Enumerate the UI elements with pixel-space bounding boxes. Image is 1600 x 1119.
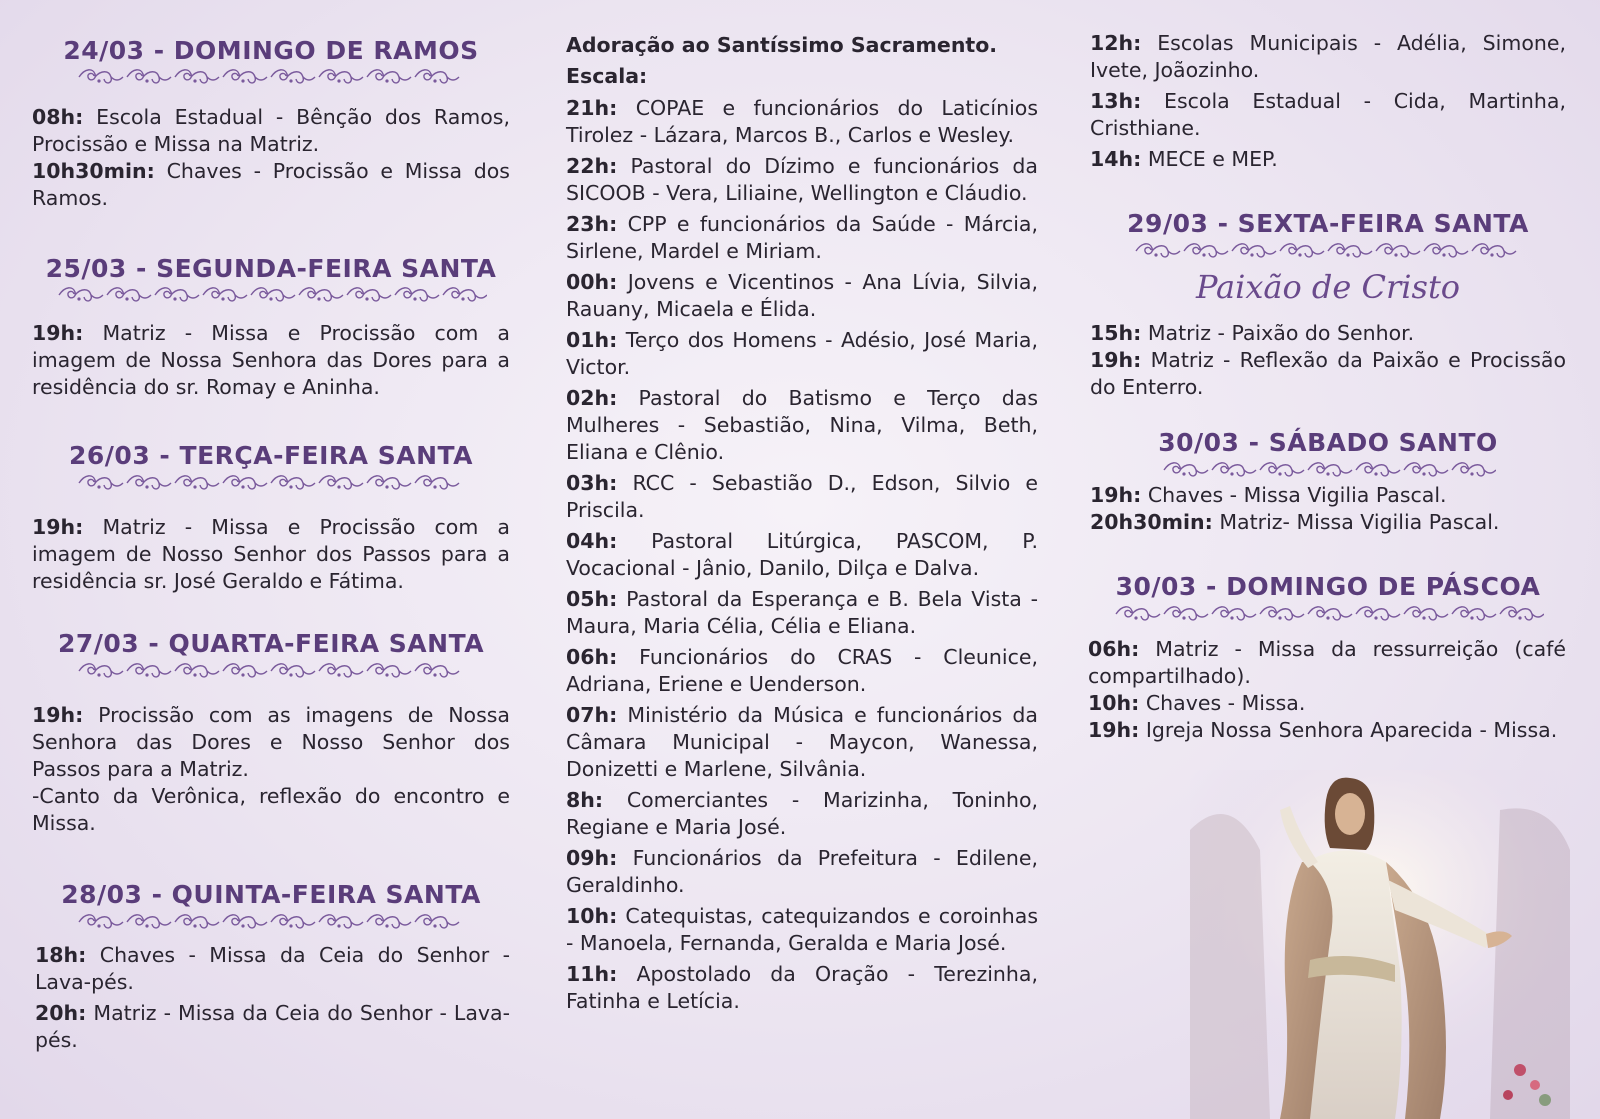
schedule-block: [32, 320, 510, 401]
schedule-item: 19h: Matriz - Reflexão da Paixão e Procissão do Enterro.: [1090, 348, 1566, 399]
schedule-item: 06h: Matriz - Missa da ressurreição (café compartilhado).: [1088, 637, 1566, 688]
schedule-item: 07h: Ministério da Música e funcionários da Câmara Municipal - Maycon, Wanessa, Donizetti e Marlene, Silvânia.: [566, 703, 1038, 781]
section-title: 26/03 - TERÇA-FEIRA SANTA: [69, 441, 473, 470]
risen-christ-image: [1190, 770, 1570, 1119]
schedule-item: 19h: Igreja Nossa Senhora Aparecida - Missa.: [1088, 718, 1558, 742]
schedule-item: 00h: Jovens e Vicentinos - Ana Lívia, Silvia, Rauany, Micaela e Élida.: [566, 270, 1038, 321]
ornament-divider: [1112, 603, 1544, 625]
schedule-item: 09h: Funcionários da Prefeitura - Edilene, Geraldinho.: [566, 846, 1038, 897]
adoration-intro: [566, 30, 1038, 92]
intro-title: Adoração ao Santíssimo Sacramento.: [566, 33, 998, 57]
schedule-item: 06h: Funcionários do CRAS - Cleunice, Adriana, Eriene e Uenderson.: [566, 645, 1038, 696]
schedule-item: 18h: Chaves - Missa da Ceia do Senhor - Lava-pés.: [35, 943, 510, 994]
schedule-item: 15h: Matriz - Paixão do Senhor.: [1090, 321, 1415, 345]
section-title: 27/03 - QUARTA-FEIRA SANTA: [57, 629, 485, 658]
ornament-divider: [1160, 459, 1496, 481]
intro-subtitle: Escala:: [566, 64, 648, 88]
schedule-item: 10h: Catequistas, catequizandos e coroinhas - Manoela, Fernanda, Geralda e Maria José.: [566, 904, 1038, 955]
schedule-item: 10h30min: Chaves - Procissão e Missa dos Ramos.: [32, 159, 510, 210]
section-title: 29/03 - SEXTA-FEIRA SANTA: [1127, 209, 1529, 238]
section-title: 30/03 - DOMINGO DE PÁSCOA: [1115, 572, 1541, 601]
ornament-divider: [75, 911, 467, 933]
schedule-item: 8h: Comerciantes - Marizinha, Toninho, Regiane e Maria José.: [566, 788, 1038, 839]
schedule-block: [32, 104, 510, 212]
ornament-divider: [75, 66, 467, 88]
schedule-item: 19h: Matriz - Missa e Procissão com a imagem de Nosso Senhor dos Passos para a residência sr. José Geraldo e Fátima.: [32, 515, 510, 593]
schedule-item: 20h30min: Matriz- Missa Vigilia Pascal.: [1090, 510, 1500, 534]
section-subtitle: Paixão de Cristo: [1195, 268, 1461, 306]
schedule-item: 03h: RCC - Sebastião D., Edson, Silvio e Priscila.: [566, 471, 1038, 522]
schedule-item: 14h: MECE e MEP.: [1090, 147, 1278, 171]
schedule-block: [32, 702, 510, 837]
schedule-item: 19h: Chaves - Missa Vigilia Pascal.: [1090, 483, 1447, 507]
schedule-block: [1090, 320, 1566, 401]
schedule-item: 12h: Escolas Municipais - Adélia, Simone, Ivete, Joãozinho.: [1090, 31, 1566, 82]
section-title: 30/03 - SÁBADO SANTO: [1158, 428, 1498, 457]
schedule-item: 19h: Procissão com as imagens de Nossa Senhora das Dores e Nosso Senhor dos Passos para a Matriz.: [32, 703, 510, 781]
schedule-item: 08h: Escola Estadual - Bênção dos Ramos, Procissão e Missa na Matriz.: [32, 105, 510, 156]
section-title: 25/03 - SEGUNDA-FEIRA SANTA: [45, 254, 497, 283]
schedule-block: [32, 514, 510, 595]
schedule-item: -Canto da Verônica, reflexão do encontro e Missa.: [32, 784, 510, 835]
ornament-divider: [1132, 240, 1524, 262]
schedule-item: 05h: Pastoral da Esperança e B. Bela Vista - Maura, Maria Célia, Célia e Eliana.: [566, 587, 1038, 638]
schedule-block: [35, 942, 510, 1054]
adoration-schedule: [566, 95, 1038, 1015]
ornament-divider: [55, 284, 487, 306]
schedule-block: [1088, 636, 1566, 744]
schedule-item: 21h: COPAE e funcionários do Laticínios Tirolez - Lázara, Marcos B., Carlos e Wesley.: [566, 96, 1038, 147]
section-title: 24/03 - DOMINGO DE RAMOS: [63, 36, 479, 65]
schedule-item: 04h: Pastoral Litúrgica, PASCOM, P. Vocacional - Jânio, Danilo, Dilça e Dalva.: [566, 529, 1038, 580]
schedule-item: 01h: Terço dos Homens - Adésio, José Maria, Victor.: [566, 328, 1038, 379]
schedule-item: 13h: Escola Estadual - Cida, Martinha, Cristhiane.: [1090, 89, 1566, 140]
ornament-divider: [75, 660, 467, 682]
schedule-item: 10h: Chaves - Missa.: [1088, 691, 1306, 715]
schedule-item: 02h: Pastoral do Batismo e Terço das Mulheres - Sebastião, Nina, Vilma, Beth, Eliana e Clênio.: [566, 386, 1038, 464]
schedule-block: [1090, 482, 1566, 536]
schedule-item: 20h: Matriz - Missa da Ceia do Senhor - Lava-pés.: [35, 1001, 510, 1052]
schedule-item: 11h: Apostolado da Oração - Terezinha, Fatinha e Letícia.: [566, 962, 1038, 1013]
ornament-divider: [75, 472, 467, 494]
section-title: 28/03 - QUINTA-FEIRA SANTA: [61, 880, 481, 909]
schedule-item: 19h: Matriz - Missa e Procissão com a imagem de Nossa Senhora das Dores para a residência do sr. Romay e Aninha.: [32, 321, 510, 399]
adoration-schedule-continued: [1090, 30, 1566, 173]
schedule-item: 22h: Pastoral do Dízimo e funcionários da SICOOB - Vera, Liliaine, Wellington e Cláudio.: [566, 154, 1038, 205]
schedule-item: 23h: CPP e funcionários da Saúde - Márcia, Sirlene, Mardel e Miriam.: [566, 212, 1038, 263]
